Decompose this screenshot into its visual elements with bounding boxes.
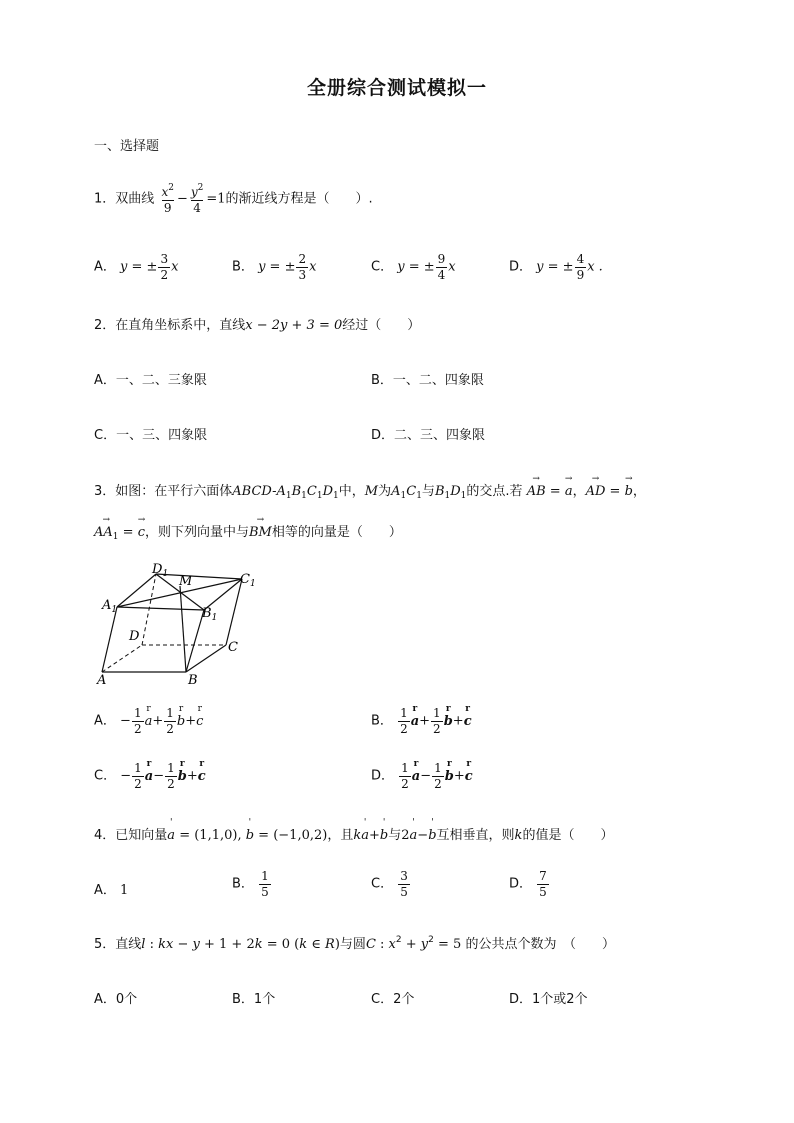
q2-option-a[interactable]: A．一、二、三象限 (94, 373, 207, 388)
q3-option-b[interactable]: B． $\frac{1}{2}$ r a+ $\frac{1}{2}$ r b+ r c (371, 703, 472, 736)
q1-number: 1． (94, 191, 116, 207)
q1-option-b[interactable]: B． y = ± $\frac{2}{3}$ x (232, 252, 317, 282)
page-title: 全册综合测试模拟一 (306, 77, 487, 99)
label-a1: $A_1$ (102, 598, 118, 615)
q1-post: 的渐近线方程是（ ）. (225, 191, 373, 207)
q4-option-c[interactable]: C． $\frac{3}{5}$ (371, 869, 408, 899)
question-3-line-2: → $AA_1$ = → c，则下列向量中与 → BM相等的向量是（ ） (94, 515, 402, 542)
q5-option-a[interactable]: A．0个 (94, 992, 138, 1007)
question-3-line-1: 3．如图：在平行六面体ABCD-$A_1B_1C_1D_1$中，M为$A_1C_1$与$B_1D_1$的交点.若 → AB = → a， → AD = → b， (94, 474, 646, 501)
q5-option-b[interactable]: B．1个 (232, 992, 276, 1007)
label-b: B (188, 673, 198, 688)
label-c: C (228, 640, 238, 655)
question-5: 5．直线l : kx − y + 1 + 2k = 0 (k ∈ R)与圆C : $x^2 + y^2 = 5$ 的公共点个数为 （ ） (94, 935, 615, 952)
section-heading: 一、选择题 (94, 139, 160, 154)
q3-option-d[interactable]: D． $\frac{1}{2}$ r a− $\frac{1}{2}$ r b+ r c (371, 758, 473, 791)
q2-option-c[interactable]: C．一、三、四象限 (94, 428, 208, 443)
q1-option-a[interactable]: A． y = ± $\frac{3}{2}$ x (94, 252, 179, 282)
question-1: 1．双曲线 $\frac{x^2}{9}$ − $\frac{y^2}{4}$ =1的渐近线方程是（ ）. (94, 183, 373, 215)
q1-frac-x: $\frac{x^2}{9}$ (161, 183, 174, 215)
label-b1: $B_1$ (202, 606, 218, 623)
label-d1: $D_1$ (152, 562, 169, 579)
q1-pre: 双曲线 (115, 191, 155, 207)
q5-option-d[interactable]: D．1个或2个 (509, 992, 588, 1007)
q4-option-d[interactable]: D． $\frac{7}{5}$ (509, 869, 547, 899)
q5-option-c[interactable]: C．2个 (371, 992, 415, 1007)
q2-option-b[interactable]: B．一、二、四象限 (371, 373, 484, 388)
question-2: 2．在直角坐标系中，直线x − 2y + 3 = 0经过（ ） (94, 318, 421, 333)
parallelepiped-figure (94, 562, 274, 690)
label-d: D (129, 629, 140, 644)
label-m: M (179, 574, 193, 589)
q4-option-a[interactable]: A． 1 (94, 883, 129, 898)
q2-option-d[interactable]: D．二、三、四象限 (371, 428, 486, 443)
q3-option-a[interactable]: A． − $\frac{1}{2}$ r a+ $\frac{1}{2}$ r b+ r c (94, 703, 204, 736)
label-c1: $C_1$ (240, 572, 256, 589)
q2-equation: x − 2y + 3 = 0 (245, 318, 343, 333)
q4-option-b[interactable]: B． $\frac{1}{5}$ (232, 869, 269, 899)
question-4: 4．已知向量 ' a = (1,1,0), ' b = (−1,0,2)，且k ' a+ ' b与2 ' a− ' b互相垂直，则k的值是（ ） (94, 818, 614, 843)
q1-frac-y: $\frac{y^2}{4}$ (190, 183, 204, 215)
q3-option-c[interactable]: C． − $\frac{1}{2}$ r a− $\frac{1}{2}$ r b+ r c (94, 758, 206, 791)
q1-option-c[interactable]: C． y = ± $\frac{9}{4}$ x (371, 252, 456, 282)
q1-option-d[interactable]: D． y = ± $\frac{4}{9}$ x . (509, 252, 603, 282)
label-a: A (97, 673, 107, 688)
